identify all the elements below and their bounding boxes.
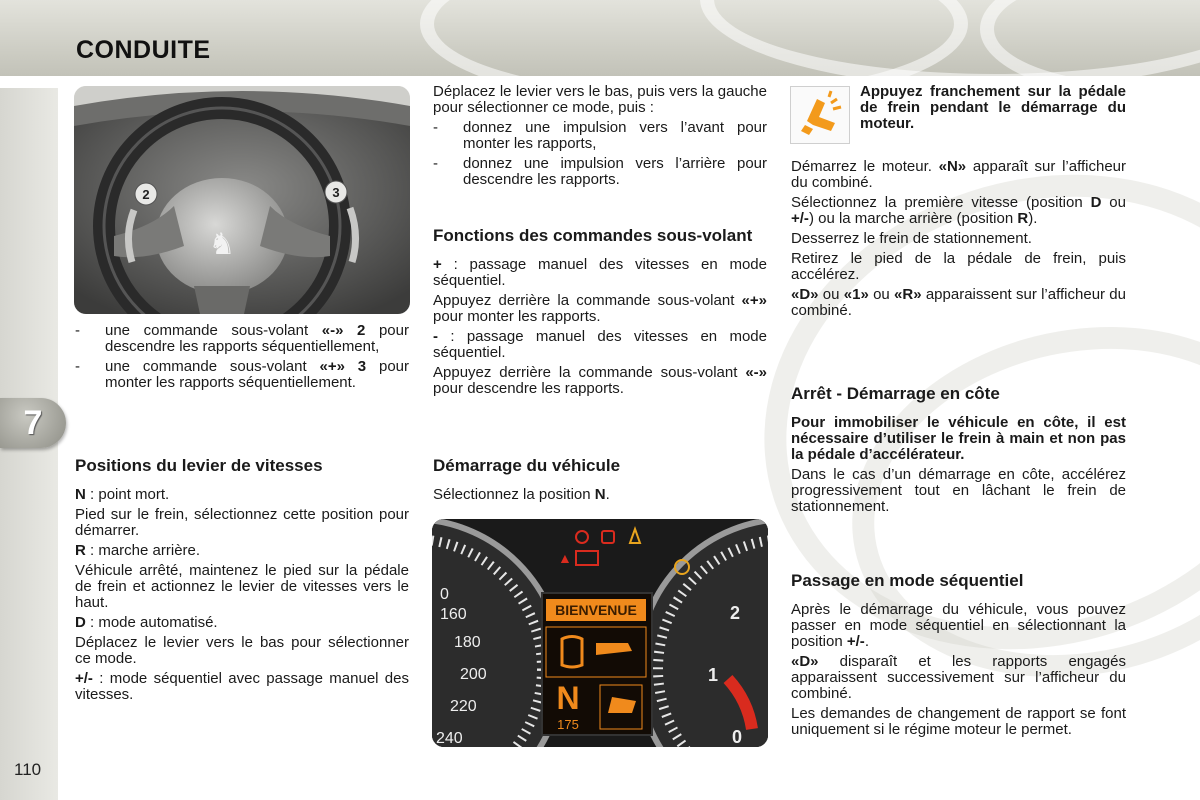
paragraph: Desserrez le frein de stationnement.: [791, 230, 1032, 247]
svg-text:▲: ▲: [558, 550, 572, 566]
paragraph: Retirez le pied de la pédale de frein, puis accélérez.: [791, 250, 1126, 283]
paddle-minus-label: 2: [142, 187, 150, 202]
paragraph: Appuyez derrière la commande sous-volant «+» pour monter les rapports.: [433, 292, 767, 325]
paragraph: Démarrez le moteur. «N» apparaît sur l’afficheur du combiné.: [791, 158, 1127, 191]
section-heading: Positions du levier de vitesses: [75, 456, 323, 475]
instrument-cluster-photo: [432, 519, 768, 747]
list-item: - donnez une impulsion vers l’avant pour monter les rapports,: [433, 120, 767, 152]
paragraph: D : mode automatisé.: [75, 614, 218, 631]
page-number: 110: [14, 760, 42, 779]
paragraph: Après le démarrage du véhicule, vous pouvez passer en mode séquentiel en sélectionnant la position +/-.: [791, 601, 1126, 650]
steering-wheel-photo: [74, 86, 410, 314]
paragraph: +/- : mode séquentiel avec passage manuel des vitesses.: [75, 670, 409, 703]
list-item: - une commande sous-volant «+» 3 pour monter les rapports séquentiellement.: [75, 359, 409, 391]
paragraph: - : passage manuel des vitesses en mode séquentiel.: [433, 328, 767, 361]
gear-positions-section: [75, 456, 409, 707]
vehicle-start-section: [433, 456, 767, 507]
paragraph: N : point mort.: [75, 486, 170, 503]
paragraph: Appuyez derrière la commande sous-volant «-» pour descendre les rapports.: [433, 364, 767, 397]
paragraph: Sélectionnez la position N.: [433, 486, 610, 503]
section-heading: Arrêt - Démarrage en côte: [791, 384, 1000, 403]
list-item: - donnez une impulsion vers l’arrière pour descendre les rapports.: [433, 156, 767, 188]
display-gear: N: [556, 680, 580, 716]
speed-tick: 200: [460, 666, 487, 683]
list-item: - une commande sous-volant «-» 2 pour descendre les rapports séquentiellement,: [75, 323, 409, 355]
chapter-number: 7: [23, 404, 43, 442]
rpm-tick: 0: [732, 727, 743, 747]
svg-text:♞: ♞: [208, 228, 236, 261]
column-left: [75, 323, 409, 395]
speed-tick: 0: [440, 586, 449, 603]
paragraph: R : marche arrière.: [75, 542, 201, 559]
section-heading: Démarrage du véhicule: [433, 456, 621, 475]
column-middle: [433, 84, 767, 192]
rpm-tick: 1: [708, 665, 719, 685]
sequential-mode-section: [791, 571, 1126, 742]
paragraph: Déplacez le levier vers le bas, puis vers la gauche pour sélectionner ce mode, puis :: [433, 83, 767, 116]
paragraph: + : passage manuel des vitesses en mode séquentiel.: [433, 256, 767, 289]
speed-tick: 240: [436, 730, 463, 747]
paragraph: Pour immobiliser le véhicule en côte, il est nécessaire d’utiliser le frein à main et non pas la pédale d’accélérateur.: [791, 414, 1126, 463]
display-odometer: 175: [557, 717, 579, 732]
page-title: CONDUITE: [76, 36, 211, 64]
rpm-tick: 2: [730, 603, 741, 623]
paragraph: Sélectionnez la première vitesse (position D ou +/-) ou la marche arrière (position R).: [791, 194, 1126, 227]
chapter-tab: [0, 398, 66, 448]
brake-warning-box: [790, 86, 850, 144]
speed-tick: 180: [454, 634, 481, 651]
paddle-plus-label: 3: [332, 185, 340, 200]
brake-pedal-icon: [791, 87, 849, 143]
column-right: [791, 159, 1126, 323]
speed-tick: 160: [440, 606, 467, 623]
paragraph: Les demandes de changement de rapport se font uniquement si le régime moteur le permet.: [791, 705, 1126, 738]
paddle-functions-section: [433, 226, 767, 401]
hill-start-section: [791, 384, 1126, 519]
steering-wheel-illustration: [74, 86, 410, 314]
instrument-cluster-illustration: [432, 519, 768, 747]
section-heading: Passage en mode séquentiel: [791, 571, 1024, 590]
paragraph: Dans le cas d’un démarrage en côte, accélérez progressivement tout en lâchant le frein de stationnement.: [791, 466, 1126, 515]
paragraph: Pied sur le frein, sélectionnez cette position pour démarrer.: [75, 506, 409, 539]
brake-warning-text: Appuyez franchement sur la pédale de frein pendant le démarrage du moteur.: [860, 83, 1126, 132]
section-heading: Fonctions des commandes sous-volant: [433, 226, 753, 245]
display-welcome: BIENVENUE: [555, 602, 637, 618]
paragraph: Véhicule arrêté, maintenez le pied sur la pédale de frein et actionnez le levier de vitesses vers le haut.: [75, 562, 409, 611]
paragraph: Déplacez le levier vers le bas pour sélectionner ce mode.: [75, 634, 409, 667]
speed-tick: 220: [450, 698, 477, 715]
paragraph: «D» ou «1» ou «R» apparaissent sur l’afficheur du combiné.: [791, 286, 1126, 319]
paragraph: «D» disparaît et les rapports engagés apparaissent successivement sur l’afficheur du combiné.: [791, 653, 1126, 702]
